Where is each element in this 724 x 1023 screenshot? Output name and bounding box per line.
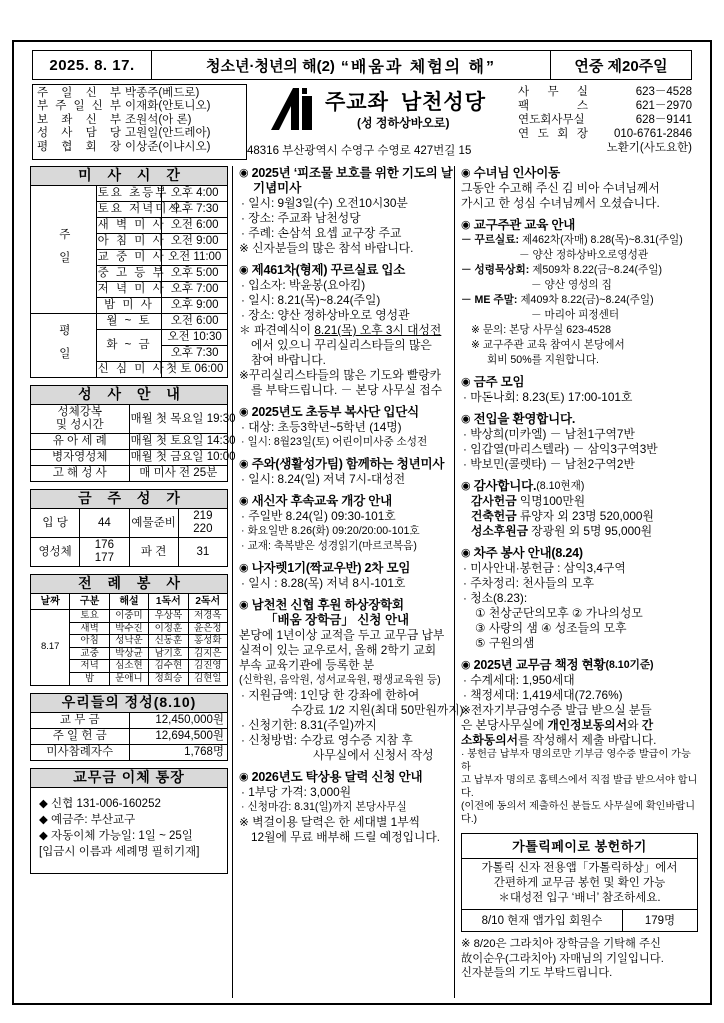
sacrament-value: 매월 첫 금요일 10:00: [129, 450, 228, 466]
notice-heading: ◉ 제461차(형제) 꾸르실료 입소: [239, 263, 406, 277]
bullet-icon: ◉: [461, 659, 471, 671]
notice-item: · 화요일반 8.26(화) 09:20/20:00-101호: [241, 525, 420, 537]
catholic-pay-box: [461, 833, 698, 932]
notice-item: · 일시: 8.24(일) 저녁 7시-대성전: [241, 472, 406, 486]
liturgy-reader1: 김수현: [149, 660, 188, 673]
notice-item: · 주일반 8.24(일) 09:30-101호: [241, 509, 396, 523]
mass-name: 저 녁 미 사: [96, 282, 162, 298]
church-identity: [247, 84, 492, 160]
notice-note: ※ 문의: 본당 사무실 623-4528: [471, 324, 611, 336]
notice-item: · 일시: 9월3일(수) 오전10시30분: [241, 196, 408, 210]
liturgy-reader2: 김지은: [188, 647, 227, 660]
notice-heading-line2: 「배움 장학금」 신청 안내: [265, 613, 410, 627]
sacrament-label: 고 해 성 사: [31, 466, 130, 482]
notice-item: · 주차정리: 천사들의 모후: [463, 576, 594, 590]
liturgy-reader2: 김현일: [188, 672, 227, 685]
notice-paragraph-2: (신학원, 음악원, 성서교육원, 평생교육원 등): [239, 674, 441, 686]
bulletin-titlebar: [32, 50, 692, 80]
notice-item: · 마돈나회: 8.23(토) 17:00-101호: [463, 390, 633, 404]
donation-row: 건축헌금 류양자 외 23명 520,000원: [471, 509, 654, 523]
liturgy-commentator: 심소현: [109, 660, 148, 673]
liturgy-service-table: [30, 574, 228, 686]
notice-heading-line2: 기념미사: [253, 181, 302, 195]
liturgy-reader2: 저경옥: [188, 610, 227, 623]
liturgy-commentator: 문애니: [109, 672, 148, 685]
contact-person: 노환기(사도요한): [606, 142, 692, 154]
liturgy-header-reading2: 2독서: [188, 594, 227, 610]
hymn-label: 파 견: [129, 538, 178, 567]
notice-item: · 박보민(콜렛타) － 남천2구역2반: [463, 457, 635, 471]
notice-star-line: ＊ 파견예식이 8.21(목) 오후 3시 대성전: [239, 323, 442, 337]
notice-continuation: 사무실에서 신청서 작성: [313, 748, 434, 762]
notice-heading: ◉ 2025년 교무금 책정 현황 (8.10기준): [461, 658, 654, 672]
sacrament-value: 매월 첫 토요일 14:30: [129, 434, 228, 450]
offering-value: 1,768명: [129, 744, 228, 760]
mass-time: 오전 6:00: [162, 314, 228, 330]
bullet-icon: ◉: [461, 376, 471, 388]
liturgy-reader1: 이정훈: [149, 622, 188, 635]
notice-cursillo-461: [239, 263, 450, 398]
priest-name: 고원일(안드레아): [125, 127, 211, 140]
church-title: 남천성당: [400, 91, 487, 114]
contact-value: 623－4528: [635, 86, 692, 98]
contact-list: [492, 84, 692, 160]
priest-row: 보 좌 신 부 조원석(아 론): [37, 113, 192, 126]
notice-item: · 일시: 8월23일(토) 어린이미사중 소성전: [241, 436, 428, 448]
liturgy-title: 전 례 봉 사: [31, 575, 228, 594]
notice-heading: ◉ 2025년 ‘피조물 보호를 위한 기도의 날: [239, 166, 453, 180]
mass-time: 오후 7:00: [162, 282, 228, 298]
liturgy-reader1: 우상목: [149, 610, 188, 623]
offering-label: 미사참례자수: [31, 744, 130, 760]
mass-time: 오후 4:00: [162, 186, 228, 202]
notice-note: ※ 신자분들의 많은 참석 바랍니다.: [239, 241, 414, 255]
notice-numbered-item: ③ 사랑의 샘 ④ 성조들의 모후: [475, 621, 627, 635]
notice-receipt-line2: 은 본당사무실에 개인정보동의서와 간: [461, 718, 654, 732]
bullet-icon: ◉: [461, 413, 471, 425]
theme-prefix: 청소년·청년의 해(2): [205, 57, 335, 75]
notice-heading: ◉ 교구주관 교육 안내: [461, 218, 576, 232]
notice-continuation: － 마리아 피정센터: [531, 309, 620, 321]
notice-receipt-line1: ※전자기부금영수증 발급 받으실 분들: [461, 703, 652, 717]
church-address: 48316 부산광역시 수영구 수영로 427번길 15: [247, 145, 472, 157]
contact-value: 628－9141: [635, 114, 692, 126]
sacrament-label: 성체강복 및 성시간: [31, 405, 130, 434]
notice-diocesan-education: [461, 218, 698, 368]
notice-continuation: 회비 50%를 지원합니다.: [487, 354, 599, 366]
sacrament-value: 매 미사 전 25분: [129, 466, 228, 482]
hymn-table: [30, 489, 228, 567]
notice-paragraph: 본당에 1년이상 교적을 두고 교무금 납부 실적이 있는 교우로서, 올해 2학기 교회 부속 교육기관에 등록한 분: [239, 628, 445, 672]
priest-name: 이상준(이냐시오): [125, 140, 211, 153]
liturgy-part: 새벽: [70, 622, 109, 635]
mass-name: 토요 초등부: [96, 186, 162, 202]
liturgy-reader1: 정희승: [149, 672, 188, 685]
contact-value: 621－2970: [635, 100, 692, 112]
donation-row: 감사헌금 익명100만원: [471, 494, 586, 508]
catholic-pay-line: ＊대성전 입구 ‘배너’ 참조하세요.: [498, 892, 661, 904]
weekday-label: 평 일: [31, 314, 97, 378]
liturgy-header-commentary: 해설: [109, 594, 148, 610]
mass-time: 오전 9:00: [162, 234, 228, 250]
bullet-icon: ◉: [239, 264, 249, 276]
mass-time: 오전 11:00: [162, 250, 228, 266]
mass-time: 오전 6:00: [162, 218, 228, 234]
contact-value: 010-6761-2846: [613, 128, 692, 140]
notice-item: · 1부당 가격: 3,000원: [241, 785, 352, 799]
mass-time: 오후 7:30: [162, 346, 228, 362]
bulletin-theme: [152, 51, 550, 79]
notice-item: · 일시: 8.21(목)~8.24(주일): [241, 293, 381, 307]
notice-continuation: 수강료 1/2 지원(최대 50만원까지): [291, 703, 464, 717]
catholic-pay-body: [462, 859, 697, 910]
spacer: [30, 567, 228, 574]
liturgy-reader2: 김진영: [188, 660, 227, 673]
liturgy-header-part: 구분: [70, 594, 109, 610]
account-line: ◆ 자동이체 가능일: 1일 ~ 25일: [39, 829, 193, 842]
mass-name: 화 ~ 금: [96, 330, 162, 362]
account-line: ◆ 신협 131-006-160252: [39, 797, 161, 810]
notice-item: · 지원금액: 1인당 한 강좌에 한하여: [241, 688, 420, 702]
notice-sister-transfer: [461, 166, 698, 211]
bullet-icon: ◉: [461, 480, 471, 492]
notice-item: · 수계세대: 1,950세대: [463, 673, 575, 687]
notice-star-line: 12월에 무료 배부해 드릴 예정입니다.: [251, 830, 441, 844]
mass-time: 오후 9:00: [162, 298, 228, 314]
notice-next-week-service: [461, 546, 698, 651]
priest-row: 성 사 담 당 고원일(안드레아): [37, 127, 211, 140]
notice-heading: ◉ 새신자 후속교육 개강 안내: [239, 494, 393, 508]
bullet-icon: ◉: [239, 599, 249, 611]
notice-star-line: 참여 바랍니다.: [251, 353, 326, 367]
liturgy-commentator: 박상균: [109, 647, 148, 660]
catholic-pay-line: 간편하게 교무금 봉헌 및 확인 가능: [493, 877, 666, 889]
sunday-label: 주 일: [31, 186, 97, 314]
liturgy-part: 저녁: [70, 660, 109, 673]
bullet-icon: ◉: [239, 406, 249, 418]
priest-name: 이재화(안토니오): [125, 100, 211, 113]
account-title: 교무금 이체 통장: [31, 768, 228, 787]
church-logo-icon: [269, 86, 317, 132]
hymn-label: 입 당: [31, 509, 80, 538]
notice-heading: ◉ 2025년도 초등부 복사단 입단식: [239, 405, 420, 419]
mass-time: 오후 5:00: [162, 266, 228, 282]
notice-heading: ◉ 주와(생활성가팀) 함께하는 청년미사: [239, 457, 445, 471]
hymn-label: 예물준비: [129, 509, 178, 538]
notice-item: · 미사안내·봉헌금 : 삼익3,4구역: [463, 561, 626, 575]
catholic-pay-title: 가톨릭페이로 봉헌하기: [462, 834, 697, 859]
liturgy-date: 8.17: [31, 610, 70, 686]
left-column: [20, 166, 236, 998]
notice-heading: ◉ 수녀님 인사이동: [461, 166, 561, 180]
notice-fine-print: (이전에 동의서 제출하신 분들도 사무실에 확인바랍니다.): [461, 801, 696, 825]
contact-row: 팩 스 621－2970: [518, 100, 692, 112]
mass-name: 토요 저녁미사: [96, 202, 162, 218]
closing-line: 신자분들의 기도 부탁드립니다.: [461, 967, 613, 979]
bullet-icon: ◉: [461, 547, 471, 559]
bullet-icon: ◉: [461, 219, 471, 231]
liturgy-commentator: 성낙운: [109, 635, 148, 648]
contact-row: 사 무 실 623－4528: [518, 86, 692, 98]
bullet-icon: ◉: [239, 495, 249, 507]
contact-row: [492, 113, 692, 127]
notice-heading: ◉ 2026년도 탁상용 달력 신청 안내: [239, 770, 423, 784]
hymn-value: 176 177: [80, 538, 129, 567]
liturgy-part: 교중: [70, 647, 109, 660]
contact-label: 연도회사무실: [518, 114, 585, 126]
closing-line: 故이순우(그라치아) 자매님의 기일입니다.: [461, 952, 664, 965]
notice-item: － 꾸르실료: 제462차(자매) 8.28(목)~8.31(주일): [461, 234, 683, 246]
notice-item: · 입소자: 박윤봉(요아킴): [241, 278, 366, 292]
church-name: [325, 86, 486, 116]
contact-row: 연 도 회 장 010-6761-2846: [518, 128, 692, 140]
bullet-icon: ◉: [239, 771, 249, 783]
mass-name: 새 벽 미 사: [96, 218, 162, 234]
sacrament-value: 매월 첫 목요일 19:30: [129, 405, 228, 434]
closing-line: ※ 8/20은 그라치아 장학금을 기탁해 주신: [461, 938, 661, 950]
notice-fine-print: 고 납부자 명의로 홈텍스에서 직접 발급 받으셔야 합니다.: [461, 775, 698, 799]
offering-label: 교 무 금: [31, 712, 130, 728]
priest-row: 주 일 신 부 박종주(베드로): [37, 87, 200, 99]
offering-value: 12,694,500원: [129, 728, 228, 744]
liturgy-reader1: 신동훈: [149, 635, 188, 648]
donation-row: 성소후원금 장광원 외 5명 95,000원: [471, 524, 653, 538]
notice-star-line: 에서 있으니 꾸리실리스타들의 많은: [251, 338, 432, 352]
mass-name: 밤 미 사: [96, 298, 162, 314]
spacer: [30, 686, 228, 693]
hymn-label: 영성체: [31, 538, 80, 567]
account-note: [입금시 이름과 세례명 필히기재]: [39, 845, 200, 858]
notice-item: · 박상희(미카엘) － 남천1구역7반: [463, 427, 635, 441]
sacrament-label: 병자영성체: [31, 450, 130, 466]
notice-continuation: － 양산 영성의 집: [531, 279, 612, 291]
notice-heading: ◉ 나자렛1기(짝교우반) 2차 모임: [239, 561, 411, 575]
bullet-icon: ◉: [239, 458, 249, 470]
hymn-title: 금 주 성 가: [31, 490, 228, 509]
spacer: [30, 482, 228, 489]
notice-youth-mass: [239, 457, 450, 487]
right-column: [454, 166, 704, 998]
offering-title: 우리들의 정성(8.10): [31, 693, 228, 712]
account-line: ◆ 예금주: 부산교구: [39, 813, 136, 826]
theme-quoted: “배움과 체험의 해”: [340, 58, 497, 76]
notice-item: · 신청방법: 수강료 영수증 지참 후: [241, 733, 413, 747]
mass-name: 신 심 미 사: [96, 362, 162, 378]
notice-scholarship: [239, 598, 464, 763]
mass-name: 아 침 미 사: [96, 234, 162, 250]
liturgy-reader2: 윤은정: [188, 622, 227, 635]
middle-column: [232, 166, 464, 998]
notice-item: · 장소: 양산 정하상바오로 영성관: [241, 308, 410, 322]
offering-label: 주 일 헌 금: [31, 728, 130, 744]
account-title-table: [30, 768, 228, 788]
liturgy-commentator: 박수진: [109, 622, 148, 635]
notice-item: · 청소(8.23):: [463, 591, 528, 605]
offering-table: [30, 693, 228, 761]
liturgy-header-date: 날짜: [31, 594, 70, 610]
notice-item: · 책정세대: 1,419세대(72.76%): [463, 688, 623, 702]
liturgy-part: 아침: [70, 635, 109, 648]
notice-note: ※ 교구주관 교육 참여시 본당에서: [471, 339, 625, 351]
notice-creation-prayer-day: [239, 166, 453, 256]
mass-schedule-title: 미 사 시 간: [31, 167, 228, 186]
notice-heading: ◉ 차주 봉사 안내(8.24): [461, 546, 583, 560]
mass-name: 월 ~ 토: [96, 314, 162, 330]
liturgy-commentator: 이중미: [109, 610, 148, 623]
patron-saint: (성 정하상바오로): [357, 116, 450, 130]
masthead: [32, 84, 692, 162]
notice-numbered-item: ⑤ 구원의샘: [475, 636, 535, 650]
notice-item: － 성령묵상회: 제509차 8.22(금~8.24(주일): [461, 264, 662, 276]
mass-name: 교 중 미 사: [96, 250, 162, 266]
mass-time: 오전 10:30: [162, 330, 228, 346]
bullet-icon: ◉: [239, 167, 249, 179]
notice-item: · 주례: 손삼석 요셉 교구장 주교: [241, 226, 402, 240]
notice-item: － ME 주말: 제409차 8.22(금)~8.24(주일): [461, 294, 654, 306]
notice-continuation: － 양산 정하상바오로영성관: [519, 249, 649, 261]
notice-new-believer-course: [239, 494, 450, 554]
member-count-value: 179명: [644, 915, 676, 927]
notice-heading: ◉ 남천천 신협 후원 하상장학회: [239, 598, 404, 612]
bullet-icon: ◉: [461, 167, 471, 179]
liturgy-header-reading1: 1독서: [149, 594, 188, 610]
notice-numbered-item: ① 천상군단의모후 ② 가나의성모: [475, 606, 643, 620]
liturgical-week: 연중 제20주일: [550, 51, 691, 79]
liturgy-reader2: 홍성화: [188, 635, 227, 648]
notice-heading: ◉ 전입을 환영합니다.: [461, 412, 576, 426]
mass-time: 오후 7:30: [162, 202, 228, 218]
cathedral-prefix: 주교좌: [325, 91, 389, 114]
notice-desk-calendar: [239, 770, 450, 845]
offering-value: 12,450,000원: [129, 712, 228, 728]
notice-item: · 교재: 축복받은 성경읽기(마르코복음): [241, 540, 417, 552]
notice-item: · 신청마감: 8.31(일)까지 본당사무실: [241, 801, 407, 813]
account-details: [30, 788, 228, 874]
notice-dues-status: [461, 658, 698, 826]
mass-schedule-table: [30, 166, 228, 378]
liturgy-part: 토요: [70, 610, 109, 623]
priest-name: 조원석(아 론): [125, 113, 192, 126]
notice-paragraph: 가시고 한 성심 수녀님께서 오셨습니다.: [461, 196, 660, 210]
mass-name: 중 고 등 부: [96, 266, 162, 282]
notice-paragraph: 그동안 수고해 주신 김 비아 수녀님께서: [461, 181, 660, 195]
spacer: [30, 378, 228, 385]
bullet-icon: ◉: [239, 562, 249, 574]
notice-fine-print: · 봉헌금 납부자 명의로만 기부금 영수증 발급이 가능하: [461, 749, 691, 773]
liturgy-reader1: 남기호: [149, 647, 188, 660]
member-count-label: 8/10 현재 앱가입 회원수: [462, 910, 623, 931]
hymn-value: 44: [80, 509, 129, 538]
notice-new-members: [461, 412, 698, 472]
notice-item: · 임갑열(마리스텔라) － 삼익3구역3반: [463, 442, 658, 456]
notice-star-line: ※ 벽걸이용 달력은 한 세대별 1부씩: [239, 815, 420, 829]
notice-weekly-meeting: [461, 375, 698, 405]
sacrament-table: [30, 385, 236, 482]
notice-donations: [461, 479, 698, 539]
notice-item: · 장소: 주교좌 남천성당: [241, 211, 361, 225]
notice-item: · 대상: 초등3학년~5학년 (14명): [241, 420, 402, 434]
mass-time: 첫 토 06:00: [162, 362, 228, 378]
sacrament-label: 유 아 세 례: [31, 434, 130, 450]
spacer: [30, 761, 228, 768]
priest-name: 박종주(베드로): [125, 87, 200, 99]
priest-row: 평 협 회 장 이상준(이냐시오): [37, 140, 211, 153]
notice-item: · 일시 : 8.28(목) 저녁 8시-101호: [241, 576, 406, 590]
closing-memorial-note: [461, 932, 698, 981]
priest-list: [32, 84, 247, 160]
hymn-value: 219 220: [178, 509, 227, 538]
hymn-value: 31: [178, 538, 227, 567]
notice-heading: ◉ 금주 모임: [461, 375, 525, 389]
bulletin-date: 2025. 8. 17.: [33, 51, 152, 79]
priest-row: 부 주 일 신 부 이재화(안토니오): [37, 100, 211, 113]
catholic-pay-member-row: [462, 910, 697, 931]
notice-receipt-line3: 소화동의서를 작성해서 제출 바랍니다.: [461, 733, 657, 747]
notice-item: · 신청기한: 8.31(주일)까지: [241, 718, 377, 732]
notice-nazareth-meeting: [239, 561, 450, 591]
notice-altar-server-induction: [239, 405, 450, 450]
notice-heading: ◉ 감사합니다. (8.10현재): [461, 479, 585, 493]
sacrament-title: 성 사 안 내: [31, 386, 228, 405]
bulletin-body: [20, 166, 704, 998]
notice-star-line: 를 부탁드립니다. － 본당 사무실 접수: [251, 383, 443, 397]
catholic-pay-line: 가톨릭 신자 전용앱「가톨릭하상」에서: [481, 862, 678, 874]
liturgy-part: 밤: [70, 672, 109, 685]
notice-star-line: ※꾸리실리스타들의 많은 기도와 빨랑카: [239, 368, 442, 382]
